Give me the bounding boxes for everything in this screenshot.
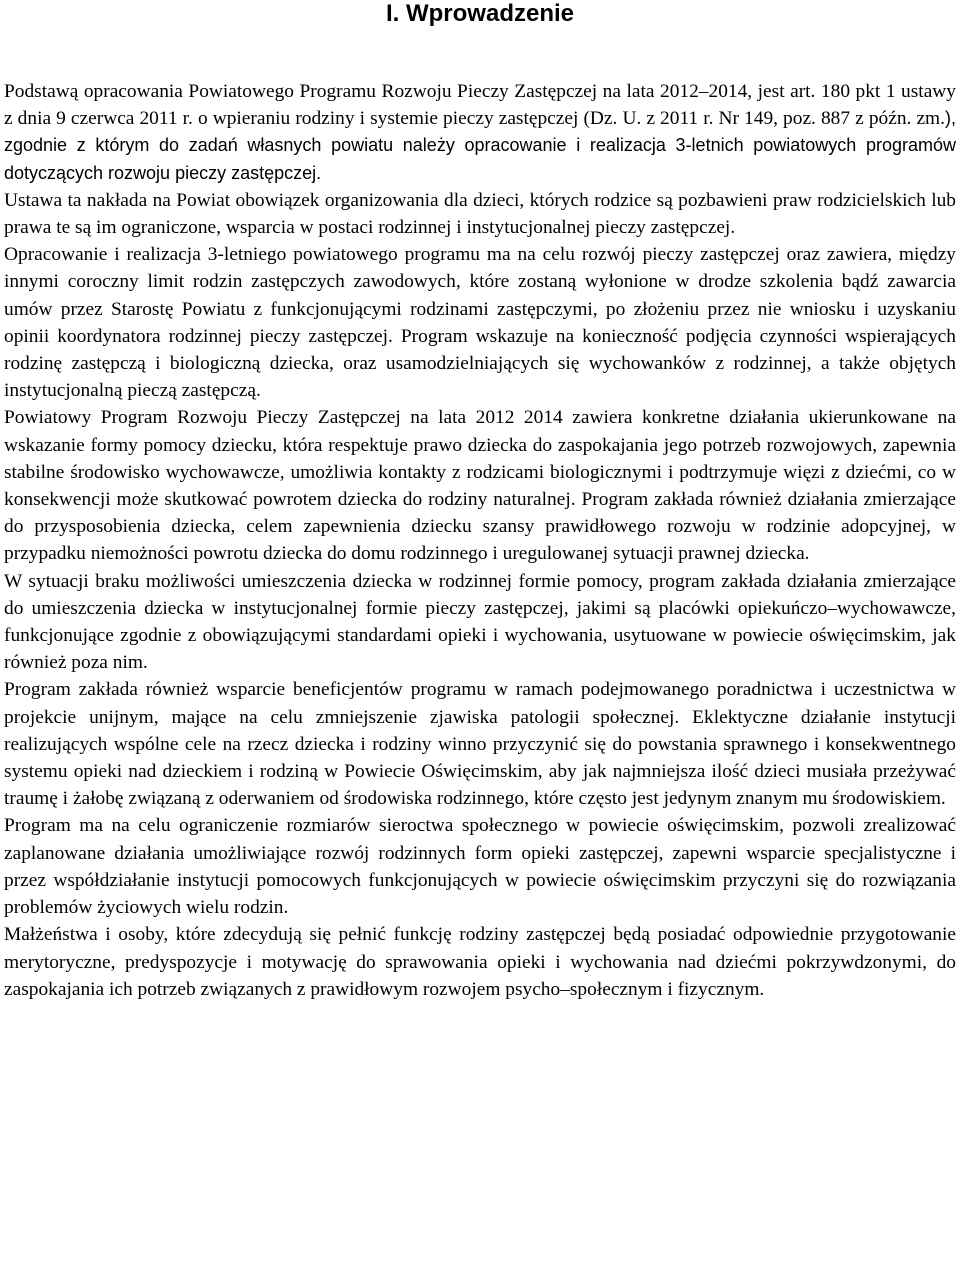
document-body [4, 78, 956, 1003]
paragraph-legal-basis-serif: Podstawą opracowania Powiatowego Programu Rozwoju Pieczy Zastępczej na lata 2012–2014, jest art. 180 pkt 1 ustawy z dnia 9 czerwca 2011 r. o wpieraniu rodziny i systemie pieczy zastępczej (Dz. U. z 2011 r. Nr 149, poz. 887 z późn. zm. [4, 81, 956, 130]
paragraph-institutional-care: W sytuacji braku możliwości umieszczenia dziecka w rodzinnej formie pomocy, program zakłada działania zmierzające do umieszczenia dziecka w instytucjonalnej formie pieczy zastępczej, jakimi są placówki opiekuńczo–wychowawcze, funkcjonujące zgodnie z obowiązującymi standardami opieki i wychowania, usytuowane w powiecie oświęcimskim, jak również poza nim. [4, 570, 956, 674]
paragraph-orphanhood-reduction: Program ma na celu ograniczenie rozmiarów sieroctwa społecznego w powiecie oświęcimskim, pozwoli zrealizować zaplanowane działania umożliwiające rozwój rodzinnych form opieki zastępczej, zapewni wsparcie specjalistyczne i przez współdziałanie instytucji pomocowych funkcjonujących w powiecie oświęcimskim przyczyni się do rozwiązania problemów życiowych wielu rodzin. [4, 815, 956, 919]
paragraph-foster-families: Małżeństwa i osoby, które zdecydują się pełnić funkcję rodziny zastępczej będą posiadać odpowiednie przygotowanie merytoryczne, predyspozycje i motywację do sprawowania opieki i wychowania nad dziećmi pokrzywdzonymi, do zaspokajania ich potrzeb związanych z prawidłowym rozwojem psycho–społecznym i fizycznym. [4, 924, 956, 1000]
paragraph-program-goal: Opracowanie i realizacja 3-letniego powiatowego programu ma na celu rozwój pieczy zastępczej oraz zawiera, między innymi coroczny limit rodzin zastępczych zawodowych, które zostaną wyłonione w drodze szkolenia bądź zawarcia umów przez Starostę Powiatu z funkcjonującymi rodzinami zastępczymi, po złożeniu przez nie wniosku i uzyskaniu opinii koordynatora rodzinnej pieczy zastępczej. Program wskazuje na konieczność podjęcia czynności wspierających rodzinę zastępczą i biologiczną dziecka, oraz usamodzielniających się wychowanków z rodzinnej, a także objętych instytucjonalną pieczą zastępczą. [4, 244, 956, 402]
paragraph-legal-basis-sans: ), zgodnie z którym do zadań własnych powiatu należy opracowanie i realizacja 3-letnich powiatowych programów dotyczących rozwoju pieczy zastępczej. [4, 108, 956, 183]
paragraph-legal-basis [4, 78, 956, 187]
paragraph-program-actions: Powiatowy Program Rozwoju Pieczy Zastępczej na lata 2012 2014 zawiera konkretne działania ukierunkowane na wskazanie formy pomocy dziecku, która respektuje prawo dziecka do zaspokajania jego potrzeb rozwojowych, zapewnia stabilne środowisko wychowawcze, umożliwia kontakty z rodzicami biologicznymi i podtrzymuje więzi z dziećmi, co w konsekwencji może skutkować powrotem dziecka do rodziny naturalnej. Program zakłada również działania zmierzające do przysposobienia dziecka, celem zapewnienia dziecku szansy prawidłowego rozwoju w rodzinie adopcyjnej, w przypadku niemożności powrotu dziecka do domu rodzinnego i uregulowanej sytuacji prawnej dziecka. [4, 407, 956, 565]
paragraph-beneficiary-support: Program zakłada również wsparcie beneficjentów programu w ramach podejmowanego poradnictwa i uczestnictwa w projekcie unijnym, mające na celu zmniejszenie zjawiska patologii społecznej. Eklektyczne działanie instytucji realizujących wspólne cele na rzecz dziecka i rodziny winno przyczynić się do powstania sprawnego i konsekwentnego systemu opieki nad dzieckiem i rodziną w Powiecie Oświęcimskim, aby jak najmniejsza ilość dzieci musiała przeżywać traumę i żałobę związaną z oderwaniem od środowiska rodzinnego, które często jest jedynym znanym mu środowiskiem. [4, 679, 956, 810]
section-heading: I. Wprowadzenie [385, 0, 574, 27]
paragraph-obligation: Ustawa ta nakłada na Powiat obowiązek organizowania dla dzieci, których rodzice są pozbawieni praw rodzicielskich lub prawa te są im ograniczone, wsparcia w postaci rodzinnej i instytucjonalnej pieczy zastępczej. [4, 189, 956, 239]
